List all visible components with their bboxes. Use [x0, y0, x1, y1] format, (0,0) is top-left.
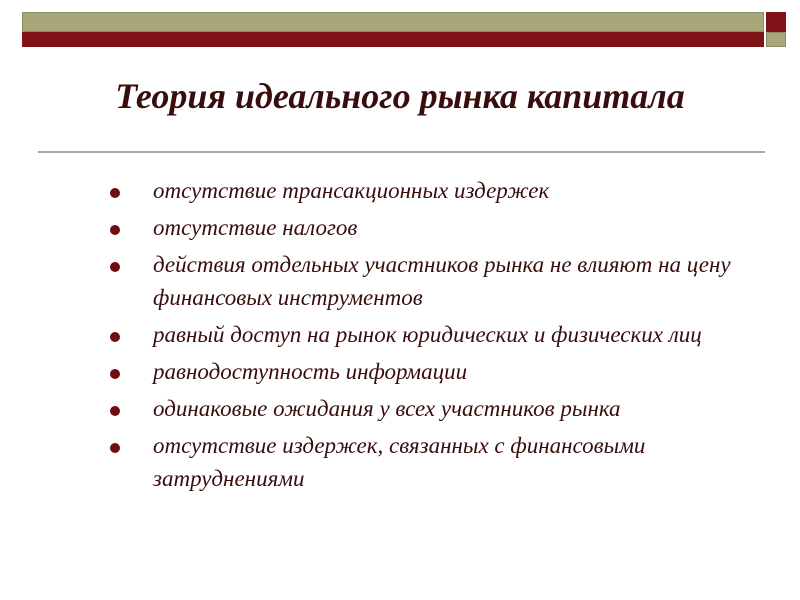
bullet-text: отсутствие налогов [153, 215, 358, 240]
bullet-dot-icon [110, 262, 120, 272]
bullet-text: отсутствие издержек, связанных с финансовыми затруднениями [153, 433, 646, 491]
bullet-dot-icon [110, 369, 120, 379]
corner-square-maroon [766, 12, 786, 32]
bullet-item [107, 318, 767, 351]
bullet-item [107, 211, 767, 244]
header-band-maroon [22, 32, 764, 47]
bullet-dot-icon [110, 225, 120, 235]
bullet-text: одинаковые ожидания у всех участников рынка [153, 396, 621, 421]
bullet-item [107, 392, 767, 425]
bullet-item [107, 429, 767, 495]
corner-square-olive [766, 32, 786, 47]
bullet-dot-icon [110, 406, 120, 416]
bullet-dot-icon [110, 188, 120, 198]
bullet-item [107, 355, 767, 388]
slide-title: Теория идеального рынка капитала [115, 76, 685, 116]
bullet-text: равный доступ на рынок юридических и физических лиц [153, 322, 702, 347]
bullet-item [107, 248, 767, 314]
bullet-text: отсутствие трансакционных издержек [153, 178, 550, 203]
bullet-dot-icon [110, 443, 120, 453]
header-band-olive [22, 12, 764, 32]
title-divider [38, 151, 765, 153]
bullet-text: действия отдельных участников рынка не влияют на цену финансовых инструментов [153, 252, 731, 310]
bullet-text: равнодоступность информации [153, 359, 468, 384]
bullet-item [107, 174, 767, 207]
bullet-list [107, 174, 767, 499]
bullet-dot-icon [110, 332, 120, 342]
